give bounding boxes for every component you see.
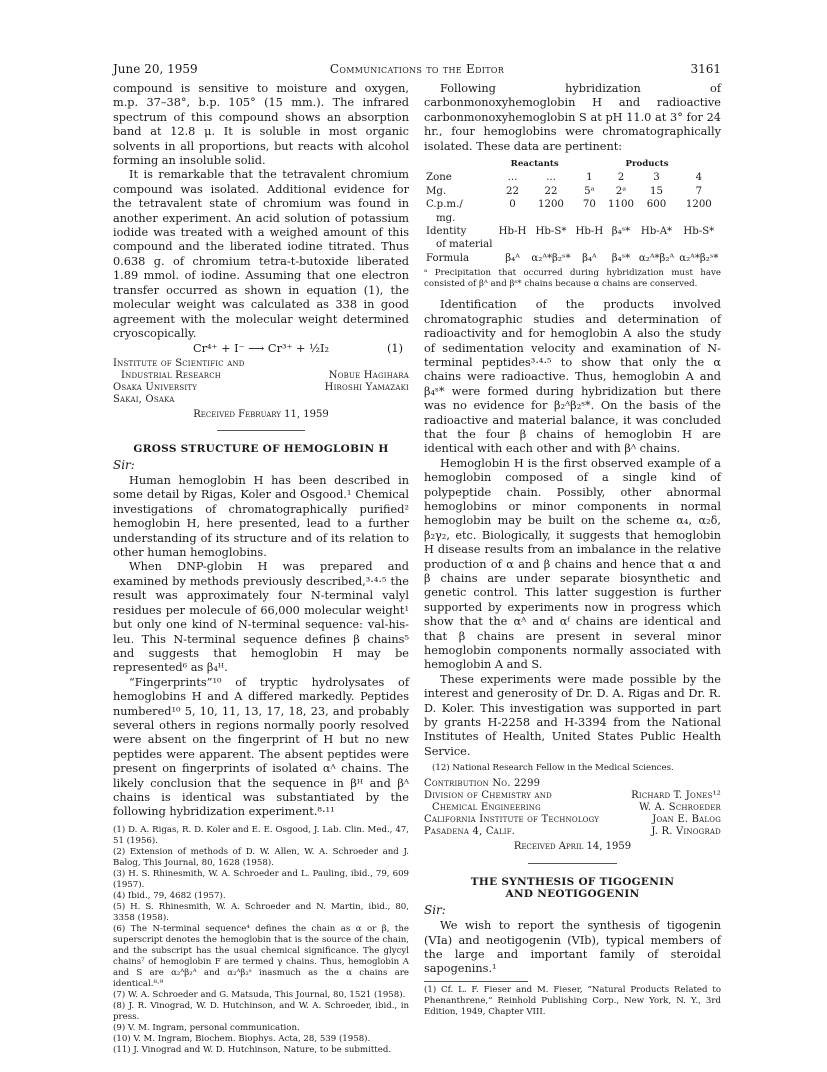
paragraph: When DNP-globin H was prepared and examined by methods previously described,³·⁴·⁵ the result was approximately four N-terminal valyl residues per molecule of 66,000 molecular weight¹ but only one kind of N-terminal sequence: val-his-leu. This N-terminal sequence defines β chains⁵ and suggests that hemoglobin H may be represented⁶ as β₄ᴴ. bbox=[113, 560, 409, 675]
table-row-label: of material bbox=[436, 239, 493, 251]
table-cell: α₂ᴬ*β₂ˢ* bbox=[531, 252, 571, 264]
received-date: Received April 14, 1959 bbox=[513, 841, 632, 853]
header-section: Communications to the Editor bbox=[329, 62, 505, 76]
paragraph: Human hemoglobin H has been described in some detail by Rigas, Koler and Osgood.¹ Chemical investigations of chromatographically purified² hemoglobin H, here presented, lead to a further understanding of its structure and of its relation to other human hemoglobins. bbox=[113, 474, 409, 560]
affiliation-row bbox=[424, 814, 721, 826]
table-row-label: Identity bbox=[426, 226, 467, 238]
table-cell: ... bbox=[507, 172, 518, 184]
table-row-label: mg. bbox=[436, 212, 456, 224]
author-name: Nobue Hagihara bbox=[328, 369, 409, 381]
footnote: (11) J. Vinograd and W. D. Hutchinson, Nature, to be submitted. bbox=[113, 1044, 392, 1055]
affiliation-line: Institute of Scientific and bbox=[113, 357, 245, 369]
footnote: (12) National Research Fellow in the Medical Sciences. bbox=[432, 763, 674, 774]
footnote: (1) D. A. Rigas, R. D. Koler and E. E. Osgood, J. Lab. Clin. Med., 47, 51 (1956). bbox=[113, 824, 409, 846]
salutation: Sir: bbox=[424, 902, 446, 917]
author-name: Richard T. Jones¹² bbox=[631, 790, 721, 802]
footnote: (2) Extension of methods of D. W. Allen, W. A. Schroeder and J. Balog, This Journal, 80, 1628 (1958). bbox=[113, 846, 409, 868]
table-cell: α₂ᴬ*β₂ˢ* bbox=[679, 252, 719, 264]
table-cell: 1100 bbox=[608, 199, 634, 211]
table-cell: Hb-H bbox=[498, 226, 527, 238]
table-cell: β₄ᴬ bbox=[582, 252, 597, 264]
contribution-number: Contribution No. 2299 bbox=[424, 778, 541, 790]
divider bbox=[217, 430, 306, 431]
table-row-label: Zone bbox=[426, 172, 452, 184]
affiliation-line: California Institute of Technology bbox=[424, 814, 600, 826]
equation-number: (1) bbox=[386, 342, 403, 356]
author-name: W. A. Schroeder bbox=[639, 802, 721, 814]
footnote: (9) V. M. Ingram, personal communication. bbox=[113, 1022, 300, 1033]
paragraph: “Fingerprints”¹⁰ of tryptic hydrolysates of hemoglobins H and A differed markedly. Peptides numbered¹⁰ 5, 10, 11, 13, 17, 18, 23, and probably several others in regions normally poorly resolved were absent on the fingerprint of H but no new peptides were apparent. The absent peptides were present on fingerprints of isolated αᴬ chains. The likely conclusion that the sequence in βᴴ and βᴬ chains is identical was substantiated by the following hybridization experiment.⁸·¹¹ bbox=[113, 675, 409, 819]
footnote: (8) J. R. Vinograd, W. D. Hutchinson, and W. A. Schroeder, ibid., in press. bbox=[113, 1000, 409, 1022]
table-cell: Hb-H bbox=[575, 226, 604, 238]
table-group-header bbox=[424, 158, 721, 171]
table-cell: Hb-S* bbox=[535, 226, 567, 238]
affiliation-line: Pasadena 4, Calif. bbox=[424, 826, 516, 838]
running-header bbox=[113, 62, 721, 78]
affiliation-block bbox=[424, 790, 721, 838]
table-cell: β₄ˢ* bbox=[611, 226, 631, 238]
footnote: (7) W. A. Schroeder and G. Matsuda, This Journal, 80, 1521 (1958). bbox=[113, 989, 406, 1000]
table-cell: 4 bbox=[695, 172, 703, 184]
table-row bbox=[424, 185, 721, 198]
paragraph: Hemoglobin H is the first observed example of a hemoglobin composed of a single kind of polypeptide chain. Possibly, other abnormal hemoglobins or minor components in normal hemoglobin may be built on the scheme α₄, α₂δ, β₂γ₂, etc. Biologically, it suggests that hemoglobin H disease results from an imbalance in the relative production of α and β chains and hence that α and β chains are under separate biosynthetic and genetic control. This latter suggestion is further supported by experiments now in progress which show that the αᴬ and αᶠ chains are identical and that β chains are present in several minor hemoglobin components normally associated with hemoglobin A and S. bbox=[424, 456, 721, 672]
table-cell: α₂ᴬ*β₂ᴬ bbox=[638, 252, 675, 264]
table-row bbox=[424, 212, 721, 225]
affiliation-row bbox=[424, 826, 721, 838]
equation bbox=[113, 342, 409, 356]
article-title-line: THE SYNTHESIS OF TIGOGENIN bbox=[470, 875, 675, 888]
article-title: GROSS STRUCTURE OF HEMOGLOBIN H bbox=[133, 443, 389, 456]
table-cell: β₄ᴬ bbox=[505, 252, 520, 264]
footnote: (3) H. S. Rhinesmith, W. A. Schroeder and L. Pauling, ibid., 79, 609 (1957). bbox=[113, 868, 409, 890]
table-cell: 15 bbox=[650, 185, 663, 197]
paragraph: We wish to report the synthesis of tigogenin (VIa) and neotigogenin (VIb), typical members of the large and important family of steroidal sapogenins.¹ bbox=[424, 919, 721, 976]
left-column bbox=[113, 82, 409, 1056]
table-header-products: Products bbox=[625, 159, 669, 170]
table-row bbox=[424, 171, 721, 184]
article-title bbox=[424, 876, 721, 901]
header-date: June 20, 1959 bbox=[113, 62, 198, 76]
table-row bbox=[424, 238, 721, 251]
table-header-reactants: Reactants bbox=[510, 159, 559, 170]
table-cell: 0 bbox=[509, 199, 516, 211]
footnote: (10) V. M. Ingram, Biochem. Biophys. Acta, 28, 539 (1958). bbox=[113, 1033, 371, 1044]
table-cell: 2 bbox=[617, 172, 625, 184]
table-cell: 2ᵃ bbox=[615, 185, 627, 197]
table-cell: 7 bbox=[695, 185, 703, 197]
table-row bbox=[424, 198, 721, 211]
table-row-label: Mg. bbox=[426, 185, 447, 197]
footnote: (4) Ibid., 79, 4682 (1957). bbox=[113, 890, 226, 901]
table-cell: 5ᵃ bbox=[584, 185, 595, 197]
affiliation-line: Osaka University bbox=[113, 381, 198, 393]
footnote: (1) Cf. L. F. Fieser and M. Fieser, “Natural Products Related to Phenanthrene,” Reinhold Publishing Corp., New York, N. Y., 3rd Edition, 1949, Chapter VIII. bbox=[424, 984, 721, 1017]
salutation: Sir: bbox=[113, 457, 135, 472]
table-cell: Hb-A* bbox=[640, 226, 673, 238]
affiliation-block bbox=[113, 358, 409, 406]
table-row-label: Formula bbox=[426, 252, 470, 264]
affiliation-line: Division of Chemistry and bbox=[424, 790, 552, 802]
paragraph: Following hybridization of carbonmonoxyhemoglobin H and radioactive carbonmonoxyhemoglobin S at pH 11.0 at 3° for 24 hr., four hemoglobins were chromatographically isolated. These data are pertinent: bbox=[424, 82, 721, 153]
table-row bbox=[424, 252, 721, 265]
received-date: Received February 11, 1959 bbox=[193, 408, 329, 420]
footnotes bbox=[113, 825, 409, 1056]
header-page-number: 3161 bbox=[690, 62, 721, 76]
paragraph: It is remarkable that the tetravalent chromium compound was isolated. Additional evidence for the tetravalent state of chromium was found in another experiment. An acid solution of potassium iodide was treated with a weighed amount of this compound and the liberated iodine titrated. Thus 0.638 g. of chromium tetra-t-butoxide liberated 1.89 mmol. of iodine. Assuming that one electron transfer occurred as shown in equation (1), the molecular weight was calculated as 338 in good agreement with the molecular weight determined cryoscopically. bbox=[113, 168, 409, 340]
right-column bbox=[424, 82, 721, 1018]
affiliation-row bbox=[424, 802, 721, 814]
affiliation-line: Industrial Research bbox=[121, 369, 222, 381]
author-name: Joan E. Balog bbox=[652, 814, 721, 826]
equation-text: Cr⁴⁺ + I⁻ ⟶ Cr³⁺ + ½I₂ bbox=[192, 342, 330, 356]
affiliation-line: Chemical Engineering bbox=[432, 802, 541, 814]
table-cell: β₄ˢ* bbox=[611, 252, 631, 264]
author-name: Hiroshi Yamazaki bbox=[324, 381, 409, 393]
author-name: J. R. Vinograd bbox=[651, 826, 721, 838]
table-cell: 22 bbox=[506, 185, 520, 197]
table-cell: 3 bbox=[653, 172, 660, 184]
table-cell: 1200 bbox=[685, 199, 712, 211]
table-row-label: C.p.m./ bbox=[426, 199, 463, 211]
divider bbox=[528, 863, 617, 864]
paragraph: These experiments were made possible by the interest and generosity of Dr. D. A. Rigas and Dr. R. D. Koler. This investigation was supported in part by grants H-2258 and H-3394 from the National Institutes of Health, United States Public Health Service. bbox=[424, 672, 721, 758]
affiliation-row bbox=[424, 790, 721, 802]
table-cell: 600 bbox=[646, 199, 667, 211]
table-cell: 70 bbox=[582, 199, 596, 211]
divider bbox=[424, 981, 528, 982]
table-cell: Hb-S* bbox=[683, 226, 715, 238]
affiliation-line: Sakai, Osaka bbox=[113, 393, 175, 405]
table-footnote: ᵃ Precipitation that occurred during hybridization must have consisted of βᴬ and βˢ* chains because α chains are conserved. bbox=[424, 268, 721, 290]
paragraph: compound is sensitive to moisture and oxygen, m.p. 37–38°, b.p. 105° (15 mm.). The infrared spectrum of this compound shows an absorption band at 12.8 μ. It is soluble in most organic solvents in all proportions, but reacts with alcohol forming an insoluble solid. bbox=[113, 82, 409, 168]
table-cell: ... bbox=[546, 172, 556, 184]
table-row bbox=[424, 225, 721, 238]
table-cell: 22 bbox=[544, 185, 558, 197]
table-cell: 1 bbox=[586, 172, 593, 184]
hybridization-table bbox=[424, 158, 721, 265]
table-cell: 1200 bbox=[537, 199, 564, 211]
footnote: (6) The N-terminal sequence⁴ defines the chain as α or β, the superscript denotes the hemoglobin that is the source of the chain, and the subscript has the usual chemical significance. The glycyl chains⁷ of hemoglobin F are termed γ chains. Thus, hemoglobin A and S are α₂ᴬβ₂ᴬ and α₂ᴬβ₂ˢ inasmuch as the α chains are identical.⁸·⁹ bbox=[113, 923, 409, 989]
footnote: (5) H. S. Rhinesmith, W. A. Schroeder and N. Martin, ibid., 80, 3358 (1958). bbox=[113, 901, 409, 923]
article-title-line: AND NEOTIGOGENIN bbox=[505, 888, 640, 901]
paragraph: Identification of the products involved chromatographic studies and determination of radioactivity and for hemoglobin A also the study of sedimentation velocity and examination of N-terminal peptides³·⁴·⁵ to show that only the α chains were radioactive. Thus, hemoglobin A and β₄ˢ* were formed during hybridization but there was no evidence for β₂ᴬβ₂ˢ*. On the basis of the radioactive and material balance, it was concluded that the four β chains of hemoglobin H are identical with each other and with βᴬ chains. bbox=[424, 298, 721, 456]
